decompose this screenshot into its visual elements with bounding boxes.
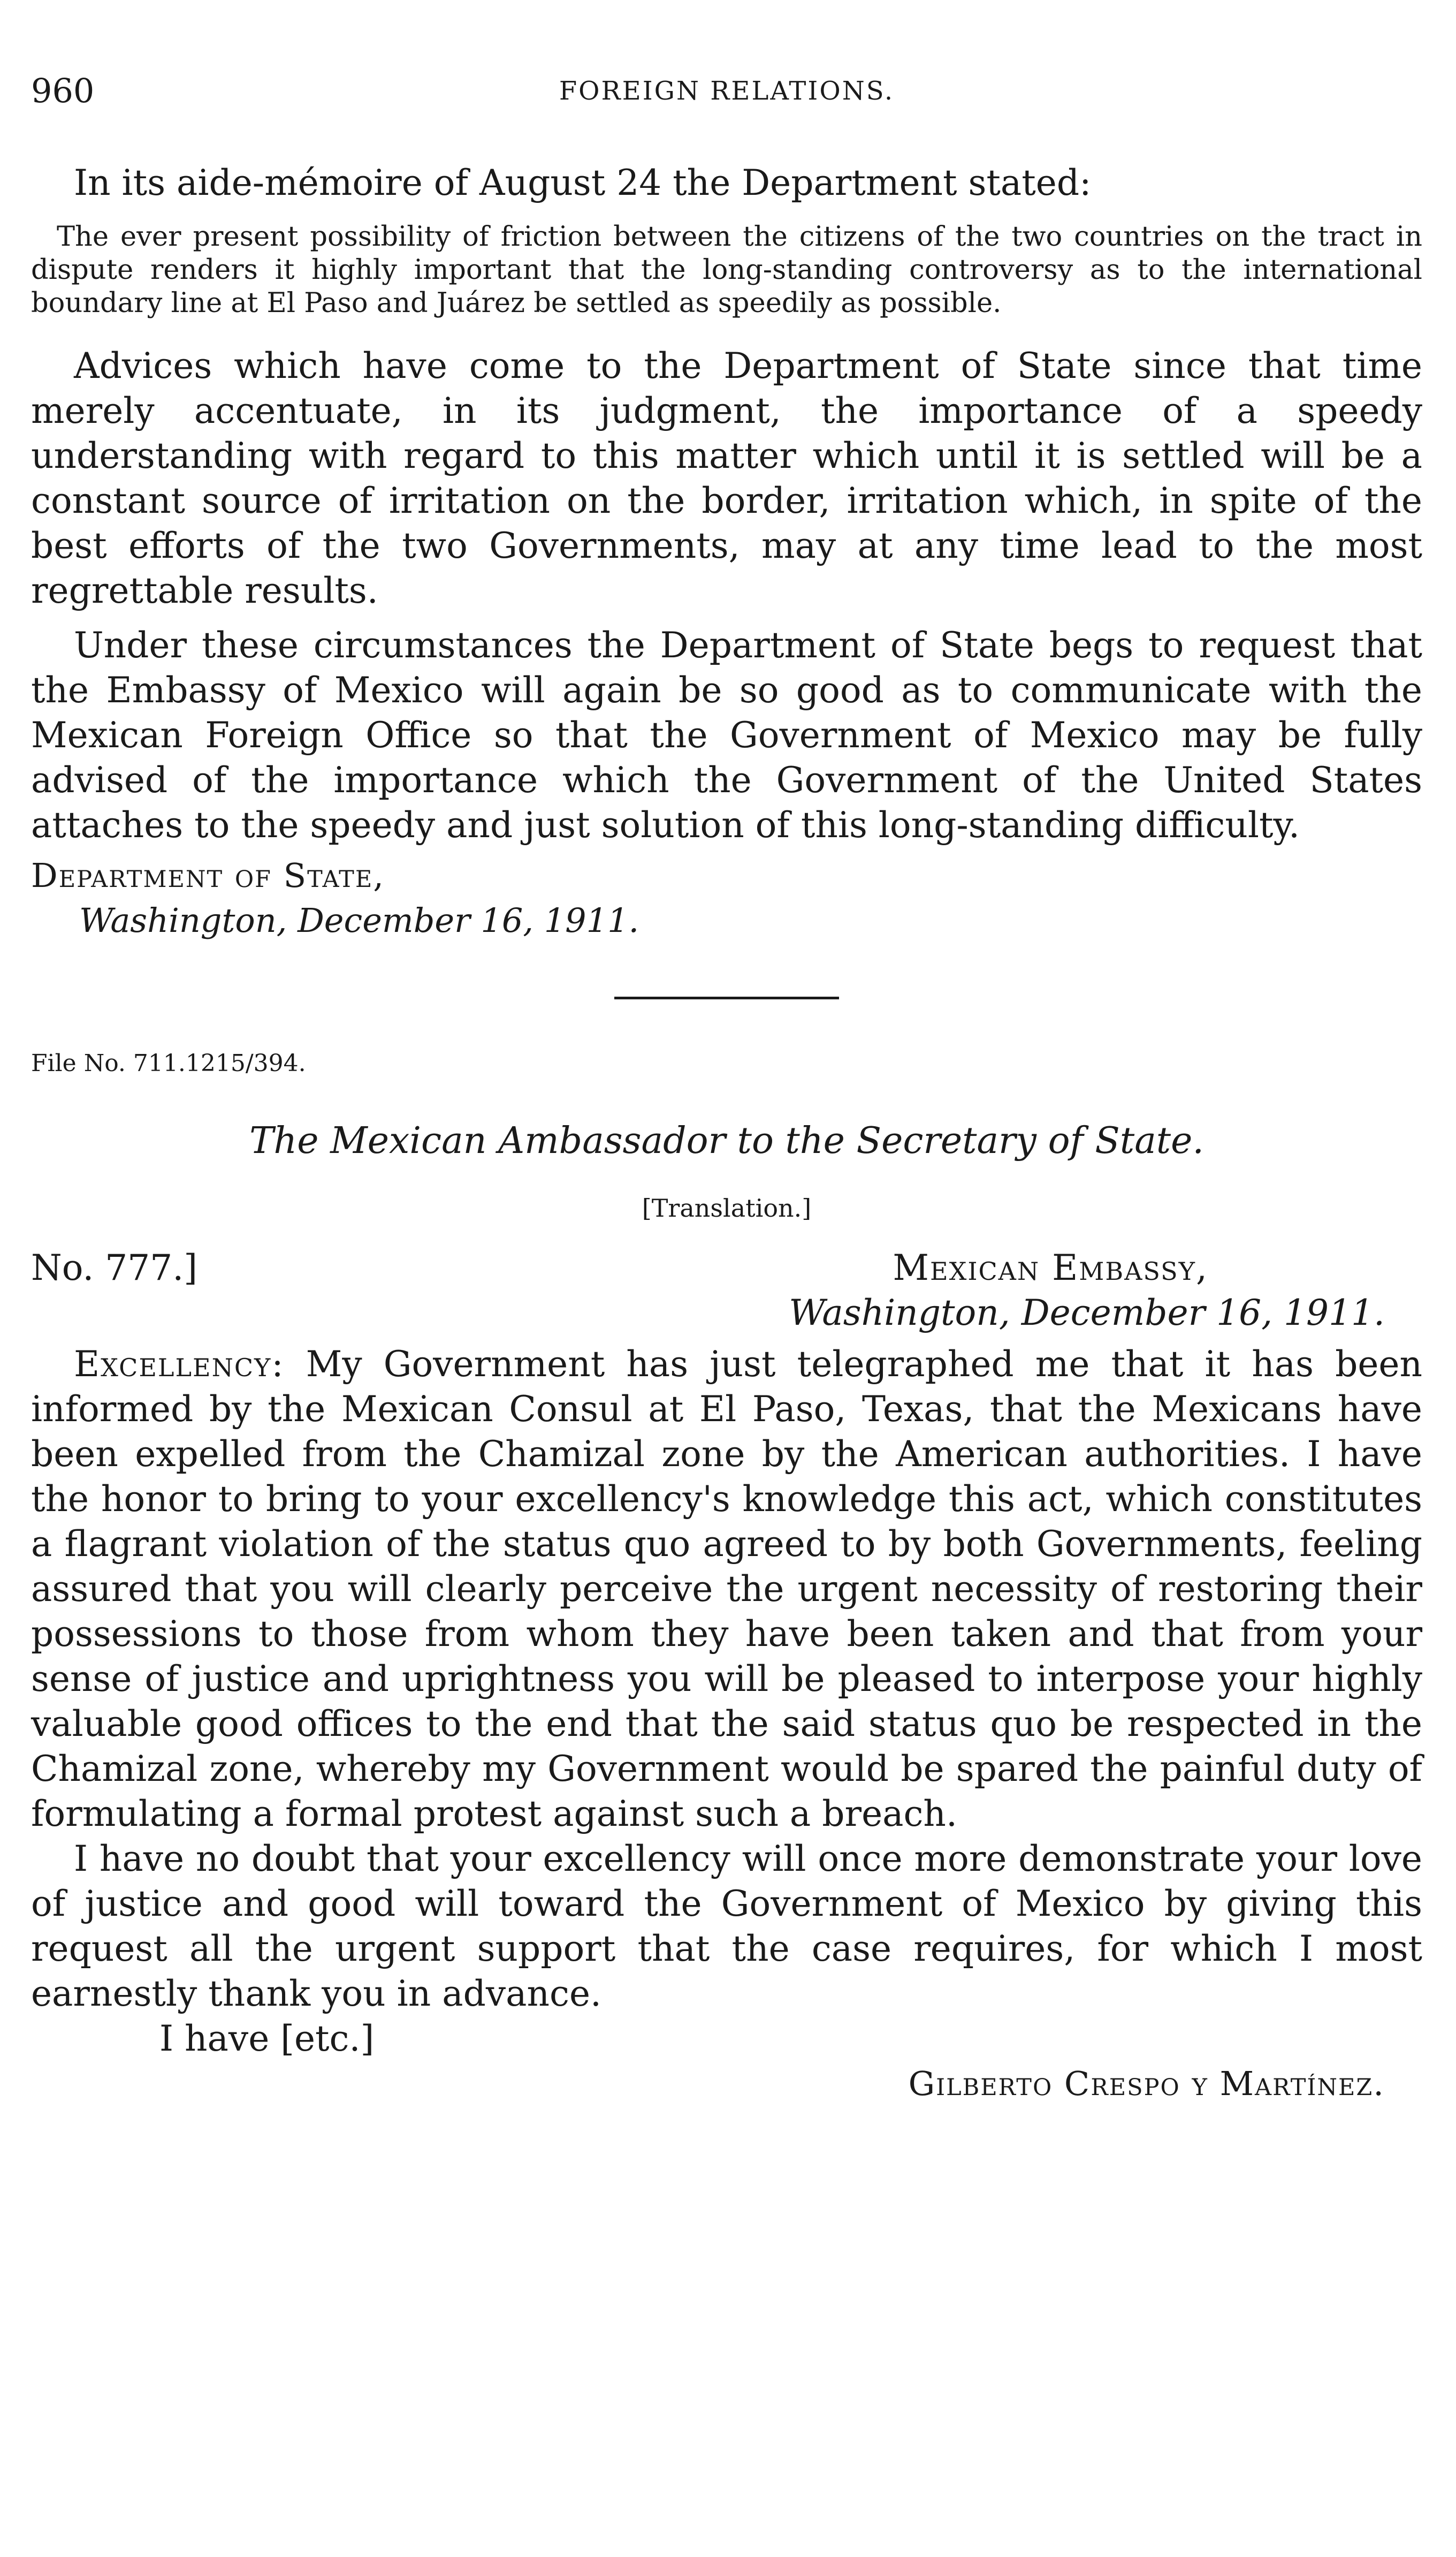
letter-signer: Gilberto Crespo y Martínez.: [908, 2064, 1385, 2103]
letter-dateline: [31, 1246, 1422, 1342]
signature-place-date: Washington, December 16, 1911.: [79, 901, 639, 940]
page-number: 960: [31, 71, 95, 110]
letter-heading: The Mexican Ambassador to the Secretary of State.: [249, 1120, 1204, 1162]
block-quote: The ever present possibility of friction between the citizens of the two countries on the tract in dispute renders it highly important that the long-standing controversy as to the international boundary line at El Paso and Juárez be settled as speedily as possible.: [31, 221, 1422, 319]
body-paragraph-advices: Advices which have come to the Department of State since that time merely accentuate, in its judgment, the importance of a speedy understanding with regard to this matter which until it is settled will be a constant source of irritation on the border, irritation which, in spite of the best efforts of the two Governments, may at any time lead to the most regrettable results.: [31, 345, 1422, 611]
running-title: FOREIGN RELATIONS.: [559, 76, 895, 106]
sender-embassy: Mexican Embassy,: [893, 1247, 1208, 1288]
letter-place-date: Washington, December 16, 1911.: [789, 1292, 1385, 1333]
department-signature: [31, 853, 1422, 943]
intro-paragraph: In its aide-mémoire of August 24 the Department stated:: [74, 162, 1092, 203]
letter-paragraph-support: I have no doubt that your excellency will once more demonstrate your love of justice and good will toward the Government of Mexico by giving this request all the urgent support that the case requires, for which I most earnestly thank you in advance.: [31, 1838, 1422, 2014]
translation-note: [Translation.]: [642, 1194, 812, 1223]
section-divider: [614, 997, 839, 999]
running-head: [31, 64, 1422, 118]
signature-office: Department of State,: [31, 856, 385, 895]
letter-closing: I have [etc.]: [159, 2018, 375, 2059]
file-number: File No. 711.1215/394.: [31, 1050, 306, 1077]
letter-number: No. 777.]: [31, 1247, 197, 1288]
salutation: Excellency:: [74, 1344, 285, 1385]
body-paragraph-request: Under these circumstances the Department of State begs to request that the Embassy of Mexico will again be so good as to communicate with the Mexican Foreign Office so that the Government of Mexico may be fully advised of the importance which the Government of the United States attaches to the speedy and just solution of this long-standing difficulty.: [31, 625, 1422, 846]
letter-paragraph-expulsion: [31, 1342, 1422, 1837]
page-content: [31, 64, 1422, 2106]
letter-paragraph-expulsion-text: My Government has just telegraphed me that it has been informed by the Mexican Consul at El Paso, Texas, that the Mexicans have been expelled from the Chamizal zone by the American authorities. I have the honor to bring to your excellency's knowledge this act, which constitutes a flagrant violation of the status quo agreed to by both Governments, feeling assured that you will clearly perceive the urgent necessity of restoring their possessions to those from whom they have been taken and that from your sense of justice and uprightness you will be pleased to interpose your highly valuable good offices to the end that the said status quo be respected in the Chamizal zone, whereby my Government would be spared the painful duty of formulating a formal protest against such a breach.: [31, 1344, 1422, 1834]
